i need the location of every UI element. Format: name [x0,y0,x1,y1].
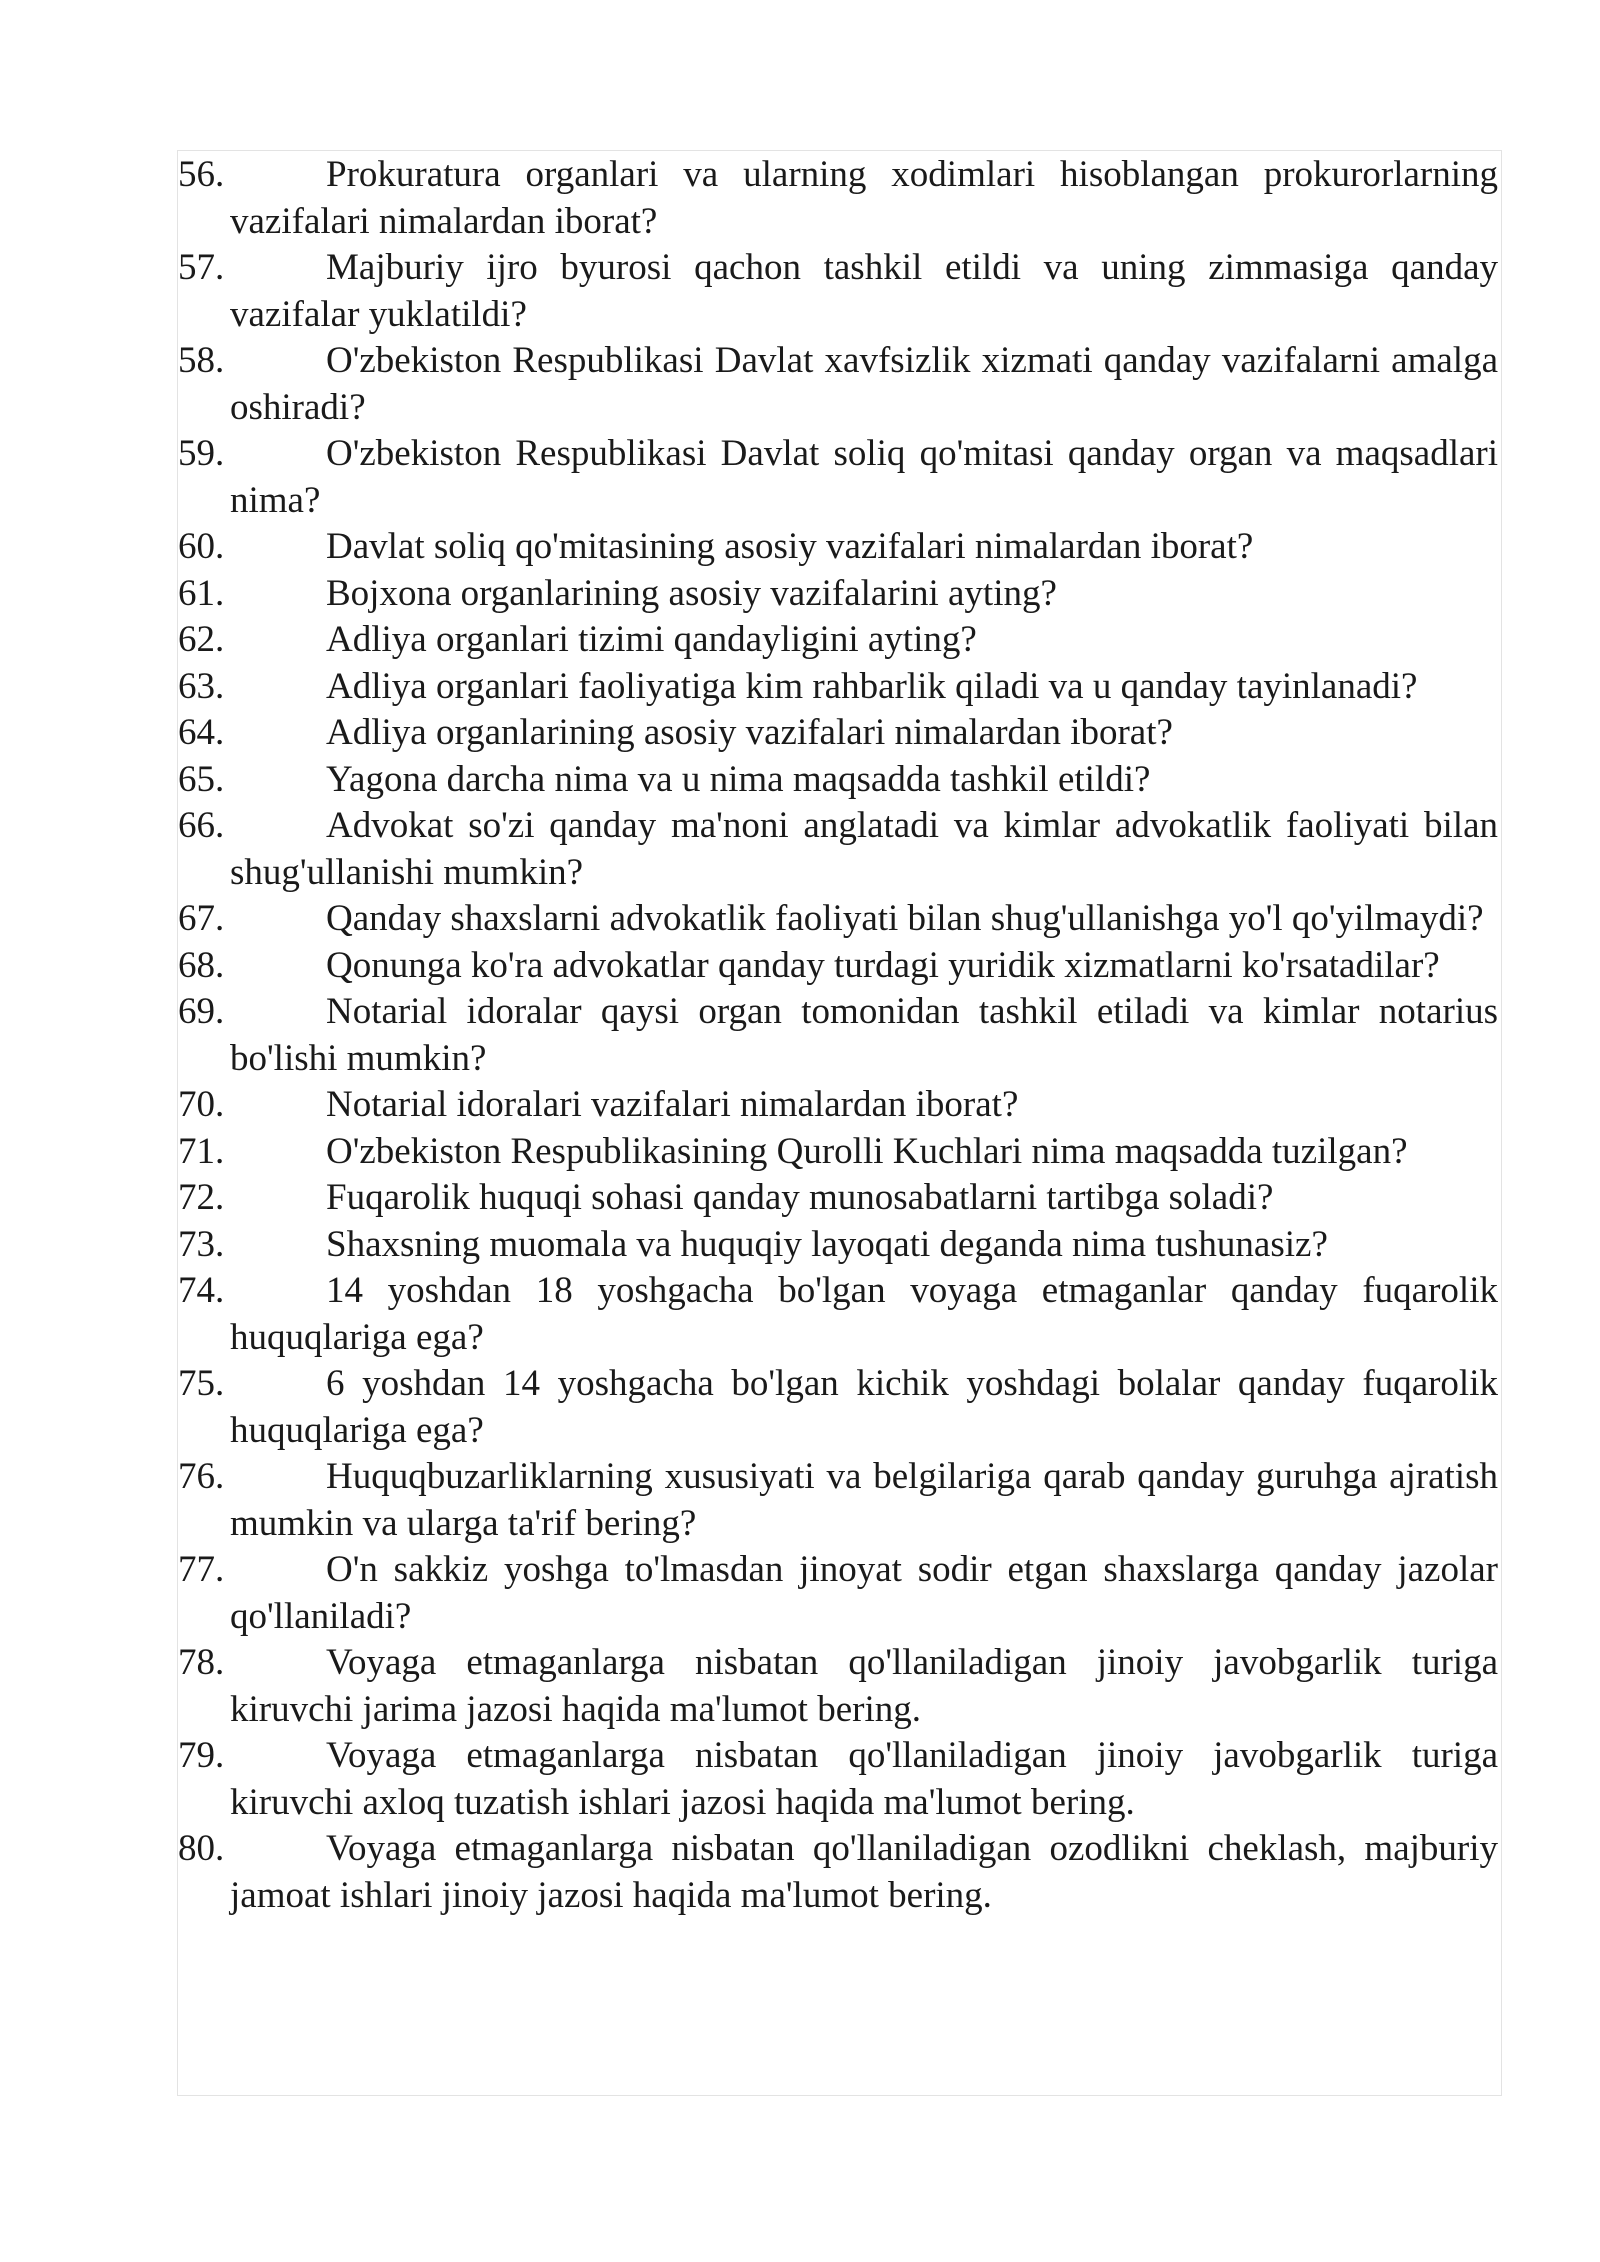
question-text: Advokat so'zi qanday ma'noni anglatadi va kimlar advokatlik faoliyati bilan shug'ullanishi mumkin? [230,805,1498,893]
question-text: Adliya organlari tizimi qandayligini ayting? [326,619,977,660]
question-number: 62. [178,619,225,660]
question-number: 74. [178,1270,225,1311]
question-text: Majburiy ijro byurosi qachon tashkil etildi va uning zimmasiga qanday vazifalar yuklatildi? [230,247,1498,335]
question-item [178,338,1498,431]
question-text: Huquqbuzarliklarning xususiyati va belgilariga qarab qanday guruhga ajratish mumkin va ularga ta'rif bering? [230,1456,1498,1544]
question-item [178,1175,1498,1222]
question-text: Davlat soliq qo'mitasining asosiy vazifalari nimalardan iborat? [326,526,1254,567]
question-text: Prokuratura organlari va ularning xodimlari hisoblangan prokurorlarning vazifalari nimalardan iborat? [230,154,1498,242]
question-item [178,710,1498,757]
question-item [178,1222,1498,1269]
question-item [178,524,1498,571]
question-text: Shaxsning muomala va huquqiy layoqati deganda nima tushunasiz? [326,1223,1328,1265]
question-text: Voyaga etmaganlarga nisbatan qo'llaniladigan ozodlikni cheklash, majburiy jamoat ishlari jinoiy jazosi haqida ma'lumot bering. [230,1828,1498,1916]
question-item [178,943,1498,990]
question-text: Fuqarolik huquqi sohasi qanday munosabatlarni tartibga soladi? [326,1177,1274,1218]
question-text: Bojxona organlarining asosiy vazifalarini ayting? [326,572,1057,614]
question-text: O'zbekiston Respublikasi Davlat soliq qo'mitasi qanday organ va maqsadlari nima? [230,433,1498,521]
question-number: 68. [178,944,225,986]
question-text: Voyaga etmaganlarga nisbatan qo'llaniladigan jinoiy javobgarlik turiga kiruvchi axloq tuzatish ishlari jazosi haqida ma'lumot bering. [230,1735,1498,1823]
question-number: 63. [178,665,225,707]
question-number: 59. [178,433,225,474]
question-item [178,1082,1498,1129]
question-item [178,1547,1498,1640]
question-item [178,431,1498,524]
question-text: Qanday shaxslarni advokatlik faoliyati bilan shug'ullanishga yo'l qo'yilmaydi? [326,898,1484,939]
question-text: Yagona darcha nima va u nima maqsadda tashkil etildi? [326,758,1151,800]
question-item [178,617,1498,664]
question-item [178,1826,1498,1919]
question-item [178,803,1498,896]
question-number: 77. [178,1549,225,1590]
question-item [178,664,1498,711]
question-text: 6 yoshdan 14 yoshgacha bo'lgan kichik yoshdagi bolalar qanday fuqarolik huquqlariga ega? [230,1363,1498,1451]
question-number: 60. [178,526,225,567]
question-number: 64. [178,712,225,753]
question-number: 79. [178,1735,225,1776]
question-text: Notarial idoralar qaysi organ tomonidan tashkil etiladi va kimlar notarius bo'lishi mumkin? [230,991,1498,1079]
question-item [178,571,1498,618]
question-text: Adliya organlarining asosiy vazifalari nimalardan iborat? [326,712,1173,753]
question-number: 73. [178,1223,225,1265]
question-number: 80. [178,1828,225,1869]
question-text: 14 yoshdan 18 yoshgacha bo'lgan voyaga etmaganlar qanday fuqarolik huquqlariga ega? [230,1270,1498,1358]
question-item [178,1733,1498,1826]
question-number: 72. [178,1177,225,1218]
question-number: 70. [178,1084,225,1125]
question-item [178,1640,1498,1733]
question-text: Voyaga etmaganlarga nisbatan qo'llaniladigan jinoiy javobgarlik turiga kiruvchi jarima jazosi haqida ma'lumot bering. [230,1642,1498,1730]
question-number: 56. [178,154,225,195]
question-text: Qonunga ko'ra advokatlar qanday turdagi yuridik xizmatlarni ko'rsatadilar? [326,944,1440,986]
question-number: 67. [178,898,225,939]
question-number: 57. [178,247,225,288]
question-number: 75. [178,1363,225,1404]
question-number: 71. [178,1130,225,1172]
question-number: 69. [178,991,225,1032]
question-text: O'n sakkiz yoshga to'lmasdan jinoyat sodir etgan shaxslarga qanday jazolar qo'llaniladi? [230,1549,1498,1637]
question-item [178,245,1498,338]
question-number: 76. [178,1456,225,1497]
question-item [178,1361,1498,1454]
question-item [178,1454,1498,1547]
question-text: O'zbekiston Respublikasi Davlat xavfsizlik xizmati qanday vazifalarni amalga oshiradi? [230,340,1498,428]
question-item [178,152,1498,245]
question-item [178,1129,1498,1176]
question-text: O'zbekiston Respublikasining Qurolli Kuchlari nima maqsadda tuzilgan? [326,1130,1408,1172]
question-item [178,989,1498,1082]
question-number: 65. [178,758,225,800]
question-number: 58. [178,340,225,381]
question-number: 61. [178,572,225,614]
question-list [178,152,1498,1919]
question-number: 78. [178,1642,225,1683]
question-number: 66. [178,805,225,846]
question-item [178,896,1498,943]
question-text: Adliya organlari faoliyatiga kim rahbarlik qiladi va u qanday tayinlanadi? [326,665,1418,707]
question-item [178,1268,1498,1361]
question-text: Notarial idoralari vazifalari nimalardan iborat? [326,1084,1019,1125]
question-item [178,757,1498,804]
